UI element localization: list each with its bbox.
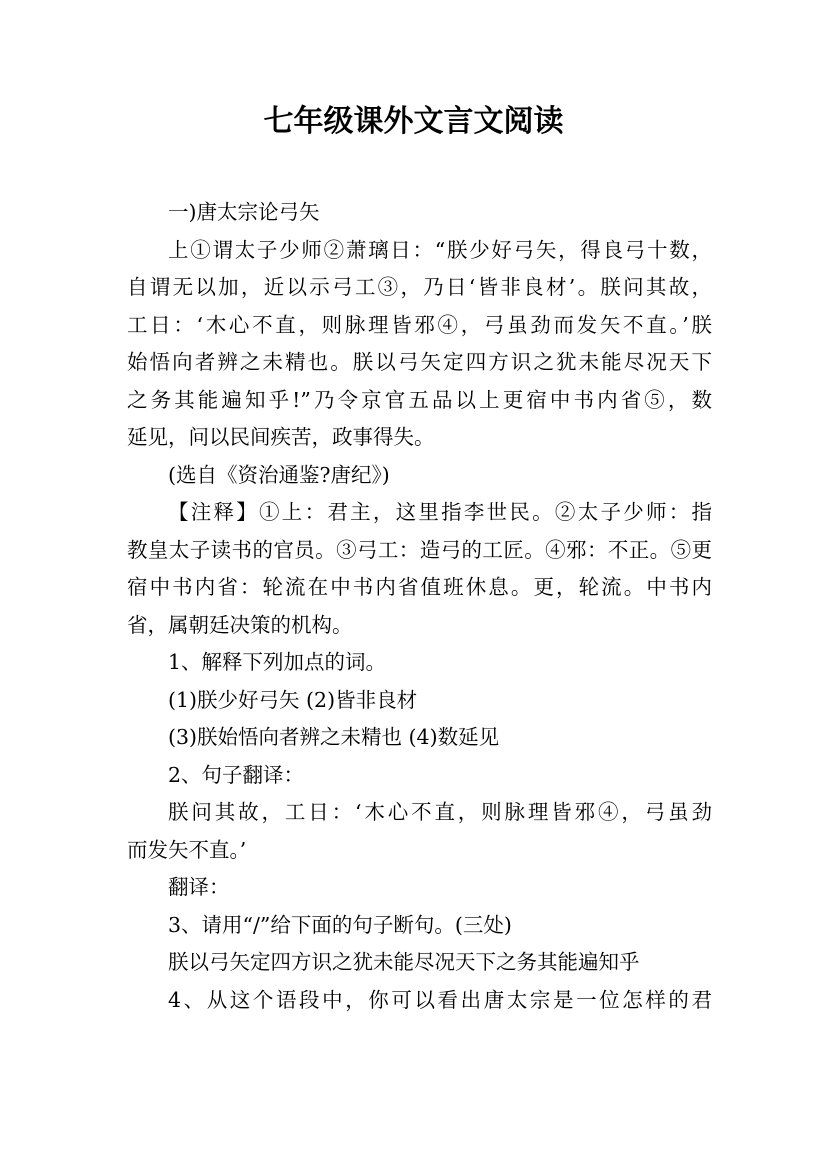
annotation-line: 省，属朝廷决策的机构。 — [127, 612, 353, 637]
question-1-item: (3)朕始悟向者辨之未精也 (4)数延见 — [168, 725, 500, 749]
question-2: 2、句子翻译： — [168, 762, 305, 787]
passage-line: 自谓无以加，近以示弓工③，乃日‘皆非良材’。朕问其故， — [127, 275, 712, 299]
question-3: 3、请用“/”给下面的句子断句。(三处) — [168, 912, 512, 937]
annotation-line: 宿中书内省：轮流在中书内省值班休息。更，轮流。中书内 — [127, 575, 712, 599]
passage-line: 延见，问以民间疾苦，政事得失。 — [127, 425, 435, 449]
passage-line: 之务其能遍知乎!”乃令京官五品以上更宿中书内省⑤，数 — [127, 387, 712, 412]
passage-line: 工日：‘木心不直，则脉理皆邪④，弓虽劲而发矢不直。’朕 — [127, 312, 712, 337]
document-body — [127, 194, 712, 1019]
question-4: 4、从这个语段中，你可以看出唐太宗是一位怎样的君 — [168, 987, 712, 1012]
document-title: 七年级课外文言文阅读 — [263, 104, 564, 139]
question-1: 1、解释下列加点的词。 — [168, 650, 387, 674]
source-citation: (选自《资治通鉴?唐纪》) — [168, 462, 390, 487]
annotation-line: 【注释】①上：君主，这里指李世民。②太子少师：指 — [168, 500, 712, 524]
question-2-sentence: 而发矢不直。’ — [127, 837, 247, 862]
section-heading: 一)唐太宗论弓矢 — [168, 200, 320, 224]
passage-line: 始悟向者辨之未精也。朕以弓矢定四方识之犹未能尽况天下 — [127, 350, 712, 374]
annotation-line: 教皇太子读书的官员。③弓工：造弓的工匠。④邪：不正。⑤更 — [127, 537, 712, 562]
question-1-item: (1)朕少好弓矢 (2)皆非良材 — [168, 687, 418, 712]
question-2-sentence: 朕问其故，工日：‘木心不直，则脉理皆邪④，弓虽劲 — [168, 800, 712, 824]
question-3-sentence: 朕以弓矢定四方识之犹未能尽况天下之务其能遍知乎 — [168, 950, 640, 974]
translation-label: 翻译： — [168, 875, 230, 899]
passage-line: 上①谓太子少师②萧璃日：“朕少好弓矢，得良弓十数， — [168, 237, 712, 262]
